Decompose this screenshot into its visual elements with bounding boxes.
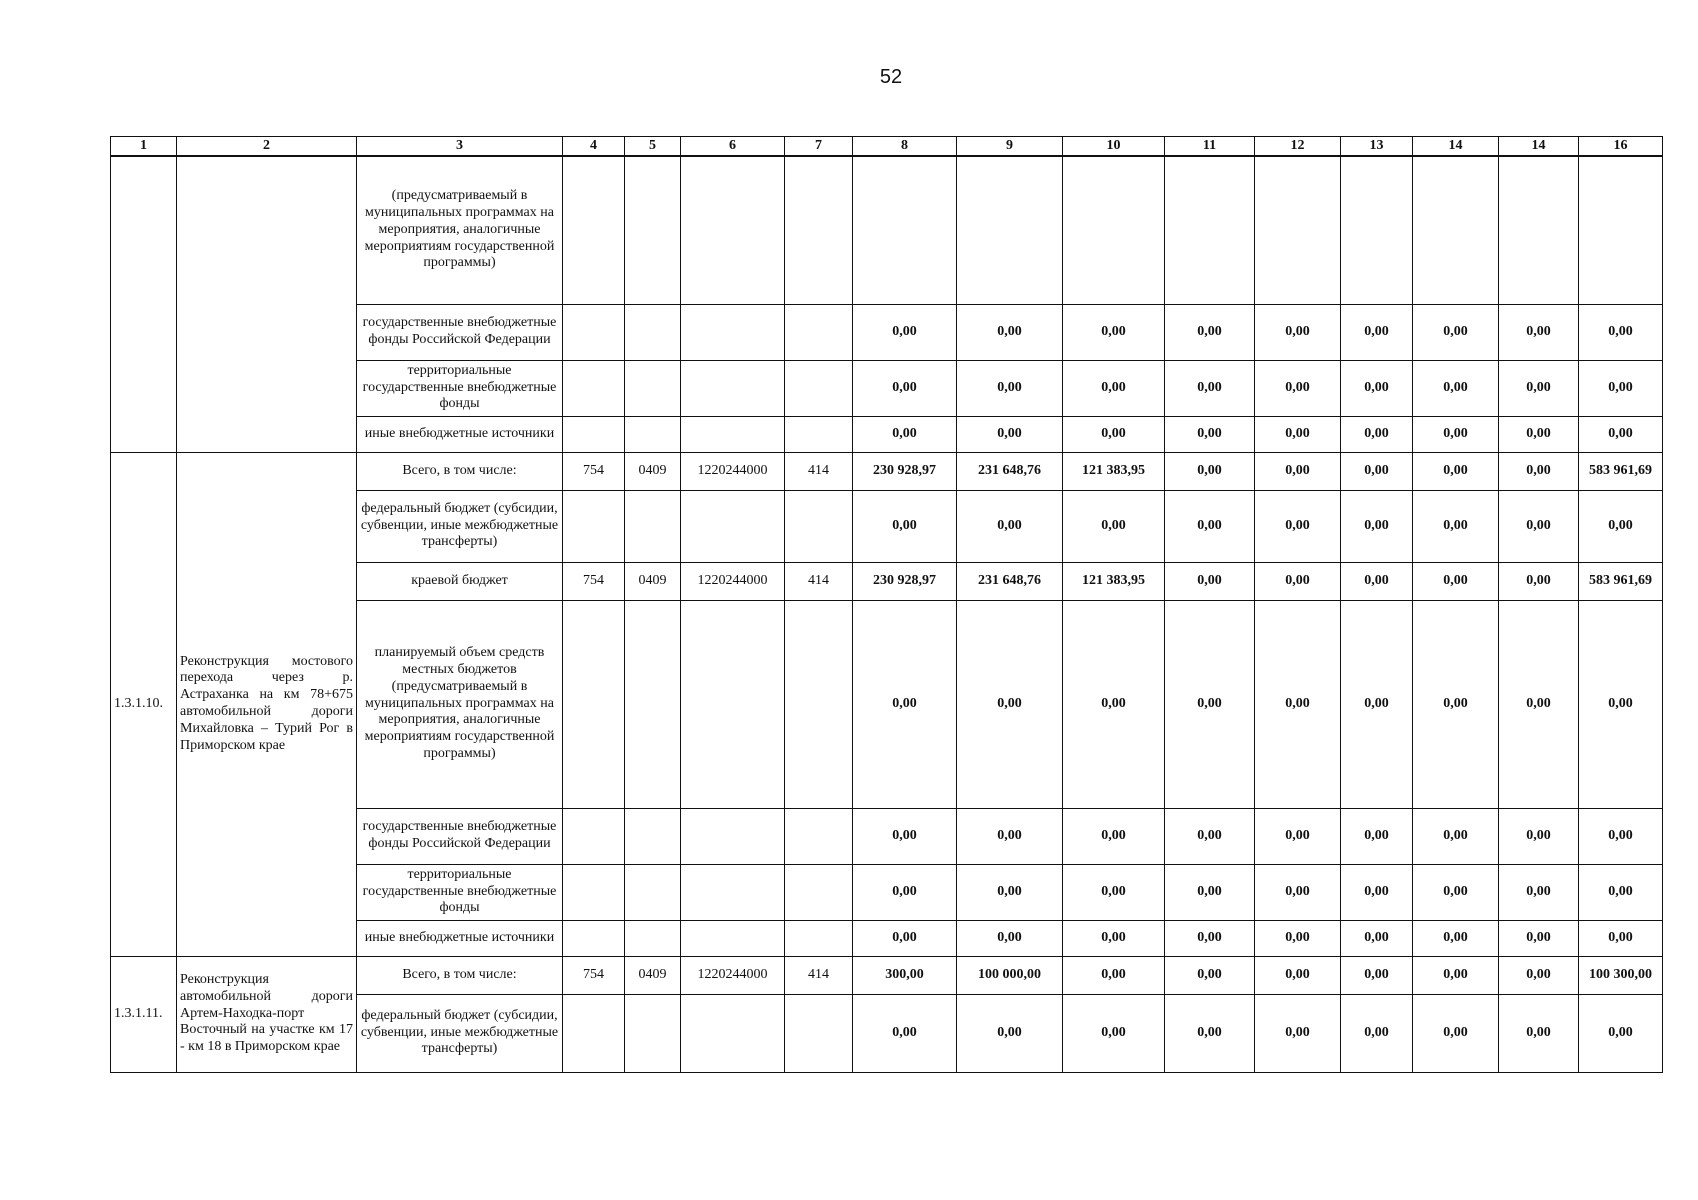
value-col-14: 0,00 xyxy=(1413,562,1499,600)
value-col-16 xyxy=(1579,156,1663,304)
funding-source: Всего, в том числе: xyxy=(357,956,563,994)
value-col-11: 0,00 xyxy=(1165,360,1255,416)
funding-source: планируемый объем средств местных бюджетов (предусматриваемый в муниципальных программах на мероприятия, аналогичные мероприятиям государственной программы) xyxy=(357,600,563,808)
code-c4: 754 xyxy=(563,452,625,490)
code-cell xyxy=(785,360,853,416)
value-col-10 xyxy=(1063,156,1165,304)
value-col-10: 0,00 xyxy=(1063,490,1165,562)
code-c5 xyxy=(625,994,681,1072)
value-col-13: 0,00 xyxy=(1341,490,1413,562)
code-cell xyxy=(785,416,853,452)
item-name: Реконструкция автомобильной дороги Артем-Находка-порт Восточный на участке км 17 - км 18 в Приморском крае xyxy=(177,956,357,1072)
value-col-9: 0,00 xyxy=(957,304,1063,360)
code-cell xyxy=(625,156,681,304)
value-col-10: 0,00 xyxy=(1063,416,1165,452)
column-header: 1 xyxy=(111,137,177,157)
code-cell xyxy=(563,156,625,304)
value-col-16: 0,00 xyxy=(1579,994,1663,1072)
value-col-11: 0,00 xyxy=(1165,956,1255,994)
code-cell xyxy=(625,416,681,452)
code-c7 xyxy=(785,920,853,956)
value-col-11: 0,00 xyxy=(1165,452,1255,490)
code-c7 xyxy=(785,808,853,864)
value-col-15: 0,00 xyxy=(1499,808,1579,864)
table-row xyxy=(111,156,1663,304)
column-header: 10 xyxy=(1063,137,1165,157)
value-col-8: 0,00 xyxy=(853,808,957,864)
value-col-10: 121 383,95 xyxy=(1063,452,1165,490)
value-col-10: 0,00 xyxy=(1063,304,1165,360)
value-col-14: 0,00 xyxy=(1413,360,1499,416)
id-cell xyxy=(111,156,177,452)
code-c6 xyxy=(681,994,785,1072)
value-col-11: 0,00 xyxy=(1165,416,1255,452)
value-col-13: 0,00 xyxy=(1341,956,1413,994)
code-cell xyxy=(785,156,853,304)
value-col-15: 0,00 xyxy=(1499,416,1579,452)
funding-source: федеральный бюджет (субсидии, субвенции, иные межбюджетные трансферты) xyxy=(357,994,563,1072)
code-c5: 0409 xyxy=(625,562,681,600)
value-col-9: 231 648,76 xyxy=(957,452,1063,490)
value-col-9: 0,00 xyxy=(957,920,1063,956)
value-col-14: 0,00 xyxy=(1413,416,1499,452)
value-col-8: 300,00 xyxy=(853,956,957,994)
code-c7: 414 xyxy=(785,956,853,994)
value-col-9: 0,00 xyxy=(957,994,1063,1072)
value-col-14: 0,00 xyxy=(1413,994,1499,1072)
code-c5 xyxy=(625,808,681,864)
table-row xyxy=(111,956,1663,994)
funding-source: (предусматриваемый в муниципальных программах на мероприятия, аналогичные мероприятиям государственной программы) xyxy=(357,156,563,304)
value-col-9: 0,00 xyxy=(957,600,1063,808)
column-header: 11 xyxy=(1165,137,1255,157)
code-c7 xyxy=(785,600,853,808)
value-col-10: 0,00 xyxy=(1063,956,1165,994)
column-header: 14 xyxy=(1413,137,1499,157)
value-col-8: 0,00 xyxy=(853,994,957,1072)
value-col-15 xyxy=(1499,156,1579,304)
value-col-16: 583 961,69 xyxy=(1579,562,1663,600)
code-cell xyxy=(563,304,625,360)
value-col-11: 0,00 xyxy=(1165,490,1255,562)
value-col-8: 0,00 xyxy=(853,360,957,416)
value-col-9: 0,00 xyxy=(957,808,1063,864)
code-c6 xyxy=(681,490,785,562)
value-col-16: 583 961,69 xyxy=(1579,452,1663,490)
value-col-12: 0,00 xyxy=(1255,360,1341,416)
value-col-8: 0,00 xyxy=(853,490,957,562)
value-col-8: 0,00 xyxy=(853,304,957,360)
value-col-12: 0,00 xyxy=(1255,864,1341,920)
value-col-11: 0,00 xyxy=(1165,994,1255,1072)
value-col-13: 0,00 xyxy=(1341,864,1413,920)
funding-source: иные внебюджетные источники xyxy=(357,920,563,956)
value-col-13: 0,00 xyxy=(1341,452,1413,490)
column-header: 9 xyxy=(957,137,1063,157)
code-cell xyxy=(681,416,785,452)
code-c4 xyxy=(563,994,625,1072)
value-col-15: 0,00 xyxy=(1499,864,1579,920)
value-col-15: 0,00 xyxy=(1499,600,1579,808)
value-col-11: 0,00 xyxy=(1165,808,1255,864)
value-col-12: 0,00 xyxy=(1255,920,1341,956)
value-col-13: 0,00 xyxy=(1341,304,1413,360)
column-header: 3 xyxy=(357,137,563,157)
funding-source: территориальные государственные внебюджетные фонды xyxy=(357,360,563,416)
value-col-14: 0,00 xyxy=(1413,452,1499,490)
value-col-16: 0,00 xyxy=(1579,360,1663,416)
value-col-15: 0,00 xyxy=(1499,490,1579,562)
code-c6: 1220244000 xyxy=(681,562,785,600)
code-c4: 754 xyxy=(563,956,625,994)
code-cell xyxy=(563,416,625,452)
code-cell xyxy=(681,360,785,416)
value-col-12: 0,00 xyxy=(1255,600,1341,808)
value-col-8: 230 928,97 xyxy=(853,452,957,490)
code-c5 xyxy=(625,600,681,808)
column-header: 8 xyxy=(853,137,957,157)
value-col-16: 0,00 xyxy=(1579,808,1663,864)
funding-source: краевой бюджет xyxy=(357,562,563,600)
value-col-15: 0,00 xyxy=(1499,452,1579,490)
code-cell xyxy=(625,304,681,360)
code-c6: 1220244000 xyxy=(681,452,785,490)
value-col-13: 0,00 xyxy=(1341,920,1413,956)
code-c7 xyxy=(785,490,853,562)
column-header: 12 xyxy=(1255,137,1341,157)
value-col-10: 0,00 xyxy=(1063,994,1165,1072)
value-col-16: 0,00 xyxy=(1579,600,1663,808)
value-col-8 xyxy=(853,156,957,304)
code-c4 xyxy=(563,864,625,920)
value-col-15: 0,00 xyxy=(1499,956,1579,994)
code-c4: 754 xyxy=(563,562,625,600)
value-col-8: 230 928,97 xyxy=(853,562,957,600)
funding-source: государственные внебюджетные фонды Российской Федерации xyxy=(357,304,563,360)
value-col-10: 121 383,95 xyxy=(1063,562,1165,600)
value-col-12: 0,00 xyxy=(1255,304,1341,360)
column-header: 6 xyxy=(681,137,785,157)
code-c7 xyxy=(785,994,853,1072)
funding-source: федеральный бюджет (субсидии, субвенции, иные межбюджетные трансферты) xyxy=(357,490,563,562)
value-col-16: 0,00 xyxy=(1579,864,1663,920)
value-col-9: 0,00 xyxy=(957,360,1063,416)
code-c6 xyxy=(681,600,785,808)
value-col-15: 0,00 xyxy=(1499,360,1579,416)
budget-table xyxy=(110,136,1663,1073)
column-header: 16 xyxy=(1579,137,1663,157)
column-number-row xyxy=(111,137,1663,157)
code-c5 xyxy=(625,920,681,956)
value-col-11: 0,00 xyxy=(1165,304,1255,360)
column-header: 7 xyxy=(785,137,853,157)
value-col-16: 0,00 xyxy=(1579,304,1663,360)
value-col-12: 0,00 xyxy=(1255,956,1341,994)
column-header: 5 xyxy=(625,137,681,157)
code-c7 xyxy=(785,864,853,920)
item-id: 1.3.1.11. xyxy=(111,956,177,1072)
value-col-13: 0,00 xyxy=(1341,994,1413,1072)
value-col-14: 0,00 xyxy=(1413,304,1499,360)
value-col-11: 0,00 xyxy=(1165,864,1255,920)
value-col-8: 0,00 xyxy=(853,920,957,956)
code-c7: 414 xyxy=(785,452,853,490)
code-cell xyxy=(563,360,625,416)
code-cell xyxy=(785,304,853,360)
code-c6 xyxy=(681,920,785,956)
value-col-13: 0,00 xyxy=(1341,562,1413,600)
value-col-12: 0,00 xyxy=(1255,490,1341,562)
value-col-15: 0,00 xyxy=(1499,920,1579,956)
value-col-14: 0,00 xyxy=(1413,808,1499,864)
value-col-9 xyxy=(957,156,1063,304)
value-col-14: 0,00 xyxy=(1413,864,1499,920)
value-col-11 xyxy=(1165,156,1255,304)
value-col-12: 0,00 xyxy=(1255,994,1341,1072)
value-col-11: 0,00 xyxy=(1165,600,1255,808)
value-col-9: 0,00 xyxy=(957,864,1063,920)
value-col-15: 0,00 xyxy=(1499,562,1579,600)
value-col-14: 0,00 xyxy=(1413,920,1499,956)
value-col-11: 0,00 xyxy=(1165,562,1255,600)
value-col-15: 0,00 xyxy=(1499,304,1579,360)
value-col-16: 100 300,00 xyxy=(1579,956,1663,994)
code-cell xyxy=(681,156,785,304)
code-c6 xyxy=(681,864,785,920)
code-c5 xyxy=(625,864,681,920)
value-col-9: 0,00 xyxy=(957,416,1063,452)
code-c5 xyxy=(625,490,681,562)
column-header: 2 xyxy=(177,137,357,157)
value-col-11: 0,00 xyxy=(1165,920,1255,956)
value-col-12: 0,00 xyxy=(1255,808,1341,864)
value-col-14: 0,00 xyxy=(1413,956,1499,994)
code-c4 xyxy=(563,600,625,808)
value-col-9: 0,00 xyxy=(957,490,1063,562)
value-col-13: 0,00 xyxy=(1341,808,1413,864)
funding-source: территориальные государственные внебюджетные фонды xyxy=(357,864,563,920)
value-col-12: 0,00 xyxy=(1255,562,1341,600)
value-col-8: 0,00 xyxy=(853,864,957,920)
column-header: 13 xyxy=(1341,137,1413,157)
value-col-12 xyxy=(1255,156,1341,304)
column-header: 4 xyxy=(563,137,625,157)
table-row xyxy=(111,452,1663,490)
funding-source: государственные внебюджетные фонды Российской Федерации xyxy=(357,808,563,864)
value-col-13: 0,00 xyxy=(1341,416,1413,452)
value-col-12: 0,00 xyxy=(1255,416,1341,452)
value-col-14: 0,00 xyxy=(1413,600,1499,808)
value-col-10: 0,00 xyxy=(1063,864,1165,920)
value-col-12: 0,00 xyxy=(1255,452,1341,490)
value-col-13 xyxy=(1341,156,1413,304)
value-col-8: 0,00 xyxy=(853,416,957,452)
value-col-15: 0,00 xyxy=(1499,994,1579,1072)
value-col-16: 0,00 xyxy=(1579,490,1663,562)
value-col-13: 0,00 xyxy=(1341,600,1413,808)
code-c6: 1220244000 xyxy=(681,956,785,994)
code-c6 xyxy=(681,808,785,864)
funding-source: Всего, в том числе: xyxy=(357,452,563,490)
name-cell xyxy=(177,156,357,452)
funding-source: иные внебюджетные источники xyxy=(357,416,563,452)
item-name: Реконструкция мостового перехода через р. Астраханка на км 78+675 автомобильной дороги Михайловка – Турий Рог в Приморском крае xyxy=(177,452,357,956)
value-col-14: 0,00 xyxy=(1413,490,1499,562)
value-col-10: 0,00 xyxy=(1063,920,1165,956)
value-col-14 xyxy=(1413,156,1499,304)
code-c4 xyxy=(563,490,625,562)
code-c7: 414 xyxy=(785,562,853,600)
page-number: 52 xyxy=(879,66,903,88)
value-col-16: 0,00 xyxy=(1579,416,1663,452)
value-col-10: 0,00 xyxy=(1063,360,1165,416)
value-col-9: 231 648,76 xyxy=(957,562,1063,600)
value-col-10: 0,00 xyxy=(1063,600,1165,808)
value-col-13: 0,00 xyxy=(1341,360,1413,416)
value-col-16: 0,00 xyxy=(1579,920,1663,956)
code-c5: 0409 xyxy=(625,956,681,994)
code-c4 xyxy=(563,920,625,956)
code-cell xyxy=(681,304,785,360)
code-c4 xyxy=(563,808,625,864)
value-col-9: 100 000,00 xyxy=(957,956,1063,994)
column-header: 14 xyxy=(1499,137,1579,157)
code-cell xyxy=(625,360,681,416)
item-id: 1.3.1.10. xyxy=(111,452,177,956)
value-col-8: 0,00 xyxy=(853,600,957,808)
value-col-10: 0,00 xyxy=(1063,808,1165,864)
code-c5: 0409 xyxy=(625,452,681,490)
